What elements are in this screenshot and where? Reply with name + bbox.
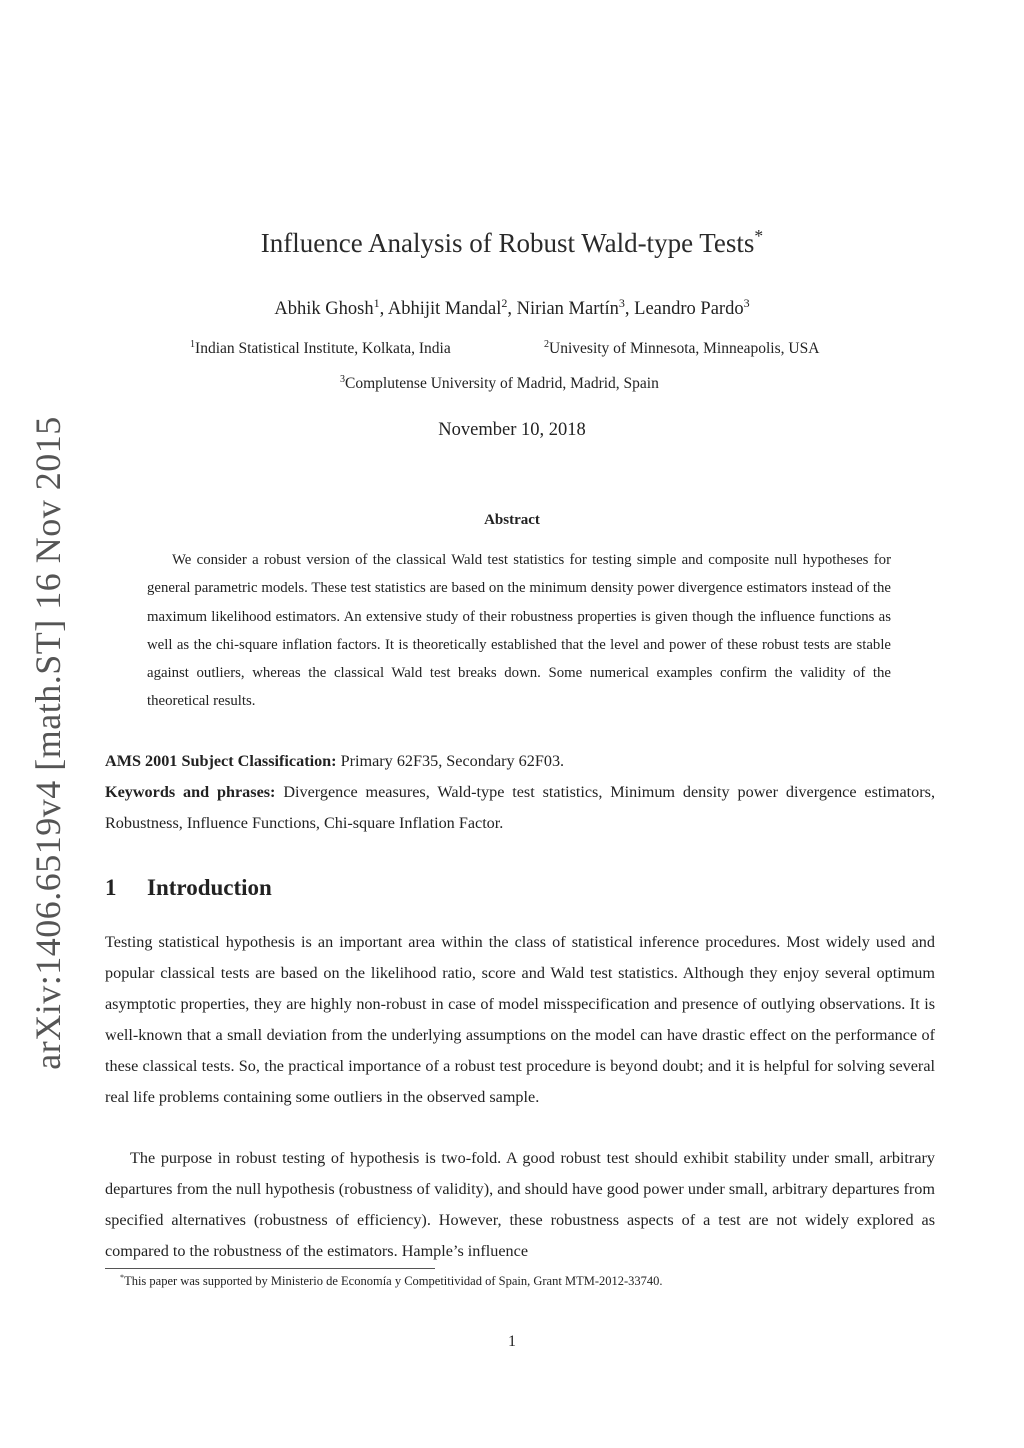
section-title: Introduction	[147, 875, 272, 900]
author-affil-mark: 2	[501, 296, 508, 310]
section-number: 1	[105, 875, 117, 900]
author-affil-mark: 3	[618, 296, 625, 310]
author-list: Abhik Ghosh$^1$, Abhijit Mandal$^2$, Nirian Martín$^3$, Leandro Pardo$^3$	[274, 296, 750, 320]
footnote-mark: *	[120, 1273, 125, 1282]
keywords-label: Keywords and phrases:	[105, 783, 276, 801]
author-name: Abhik Ghosh	[274, 299, 374, 320]
affiliation	[340, 374, 659, 393]
title-text: Influence Analysis of Robust Wald-type Tests	[260, 228, 755, 258]
author-name: Abhijit Mandal	[387, 299, 502, 320]
title-footnote-mark: *	[754, 226, 764, 246]
publication-date: November 10, 2018	[438, 420, 586, 440]
keywords-text: Divergence measures, Wald-type test statistics, Minimum density power divergence estimators, Robustness, Influence Functions, Chi-square Inflation Factor.	[105, 783, 936, 832]
author-affil-mark: 1	[373, 296, 380, 310]
ams-classification	[105, 746, 935, 777]
ams-text: Primary 62F35, Secondary 62F03.	[340, 752, 565, 770]
author-affil-mark: 3	[743, 296, 750, 310]
footnote-rule	[105, 1268, 435, 1269]
affiliation-mark: 3	[340, 374, 346, 385]
abstract-heading: Abstract	[484, 512, 540, 528]
affiliation-text: Indian Statistical Institute, Kolkata, India	[195, 340, 451, 358]
section-heading	[105, 875, 272, 901]
abstract-text: We consider a robust version of the classical Wald test statistics for testing simple and composite null hypotheses for general parametric models. These test statistics are based on the minimum density power divergence estimators instead of the maximum likelihood estimators. An extensive study of their robustness properties is given though the influence functions as well as the chi-square inflation factors. It is theoretically established that the level and power of these robust tests are stable against outliers, whereas the classical Wald test breaks down. Some numerical examples confirm the validity of the theoretical results.	[147, 552, 891, 710]
affiliation	[544, 339, 819, 358]
body-paragraph: Testing statistical hypothesis is an important area within the class of statistical inference procedures. Most widely used and popular classical tests are based on the likelihood ratio, score and Wald test statistics. Although they enjoy several optimum asymptotic properties, they are highly non-robust in case of model misspecification and presence of outlying observations. It is well-known that a small deviation from the underlying assumptions on the model can have drastic effect on the performance of these classical tests. So, the practical importance of a robust test procedure is beyond doubt; and it is helpful for solving several real life problems containing some outliers in the observed sample.	[105, 933, 935, 1106]
keywords	[105, 777, 935, 839]
affiliation-mark: 2	[544, 339, 550, 350]
author-name: Nirian Martín	[516, 299, 619, 320]
arxiv-identifier: arXiv:1406.6519v4 [math.ST] 16 Nov 2015	[28, 416, 68, 1070]
footnote	[120, 1273, 663, 1289]
author-name: Leandro Pardo	[634, 299, 744, 320]
affiliation	[190, 339, 451, 358]
affiliation-text: Univesity of Minnesota, Minneapolis, USA	[549, 340, 820, 358]
footnote-text: This paper was supported by Ministerio de Economía y Competitividad of Spain, Grant MTM-2012-33740.	[124, 1274, 663, 1289]
page-number: 1	[508, 1333, 516, 1350]
affiliation-text: Complutense University of Madrid, Madrid, Spain	[345, 375, 659, 393]
ams-label: AMS 2001 Subject Classification:	[105, 752, 337, 770]
body-paragraph: The purpose in robust testing of hypothesis is two-fold. A good robust test should exhibit stability under small, arbitrary departures from the null hypothesis (robustness of validity), and should have good power under small, arbitrary departures from specified alternatives (robustness of efficiency). However, these robustness aspects of a test are not widely explored as compared to the robustness of the estimators. Hample’s influence	[105, 1149, 935, 1260]
affiliation-mark: 1	[190, 339, 196, 350]
paper-title	[0, 226, 1024, 259]
